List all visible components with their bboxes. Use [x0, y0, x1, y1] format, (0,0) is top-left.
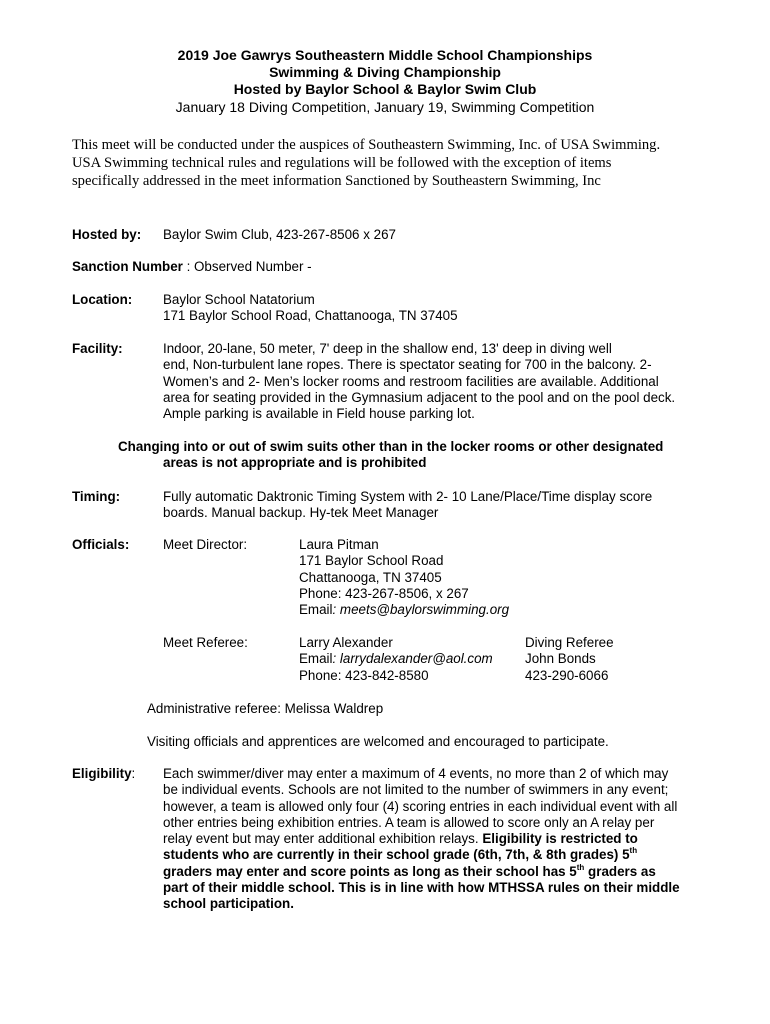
title-line-1: 2019 Joe Gawrys Southeastern Middle School Championships — [177, 47, 593, 63]
facility-value — [163, 341, 675, 422]
facility-line: area for seating provided in the Gymnasium adjacent to the pool and on the pool deck. — [163, 389, 676, 405]
timing-line: Fully automatic Daktronic Timing System with 2- 10 Lane/Place/Time display score — [163, 489, 653, 504]
eligibility-line: however, a team is allowed only four (4) scoring entries in each individual event with all — [163, 798, 678, 814]
facility-line: Indoor, 20-lane, 50 meter, 7' deep in the shallow end, 13' deep in diving well — [163, 341, 612, 356]
eligibility-line: other entries being exhibition entries. A team is allowed to score only an A relay per — [163, 814, 655, 830]
diving-referee-phone: 423-290-6066 — [525, 667, 609, 683]
eligibility-colon: : — [131, 766, 136, 781]
eligibility-grades: students who are currently in their school grade (6th, 7th, & 8th grades) 5 — [163, 847, 630, 863]
meet-director-name: Laura Pitman — [299, 537, 379, 552]
suit-warning-line: Changing into or out of swim suits other than in the locker rooms or other designated — [118, 439, 664, 454]
intro-line: USA Swimming technical rules and regulations will be followed with the exception of items — [72, 155, 612, 171]
suit-warning-line: areas is not appropriate and is prohibited — [163, 455, 427, 471]
timing-label: Timing: — [72, 489, 121, 504]
eligibility-fifth-graders: graders may enter and score points as long as their school has 5 — [163, 863, 577, 879]
location-line: Baylor School Natatorium — [163, 292, 315, 307]
meet-director-phone: Phone: 423-267-8506, x 267 — [299, 585, 469, 601]
meet-referee-role: Meet Referee: — [163, 635, 248, 650]
officials-label: Officials: — [72, 537, 130, 552]
eligibility-line-normal: relay event but may enter additional exhibition relays. — [163, 831, 483, 847]
timing-value — [163, 489, 652, 522]
meet-referee-email-row — [299, 651, 493, 667]
eligibility-line — [163, 831, 680, 847]
eligibility-line: Each swimmer/diver may enter a maximum of 4 events, no more than 2 of which may — [163, 766, 669, 781]
visiting-officials-note: Visiting officials and apprentices are welcomed and encouraged to participate. — [147, 734, 609, 749]
timing-line: boards. Manual backup. Hy-tek Meet Manager — [163, 505, 439, 521]
eligibility-line: school participation. — [163, 896, 294, 912]
eligibility-label — [72, 766, 135, 782]
meet-director-role: Meet Director: — [163, 537, 248, 552]
administrative-referee: Administrative referee: Melissa Waldrep — [147, 701, 384, 716]
eligibility-fifth-graders-end: graders as — [584, 863, 656, 879]
meet-director-contact — [299, 537, 509, 618]
meet-director-email[interactable]: : meets@baylorswimming.org — [332, 602, 510, 618]
sanction-label: Sanction Number — [72, 259, 183, 274]
eligibility-restriction-start: Eligibility is restricted to — [482, 831, 638, 847]
sanction-row — [72, 259, 312, 275]
meet-director-address: 171 Baylor School Road — [299, 553, 444, 569]
facility-line: Women’s and 2- Men’s locker rooms and restroom facilities are available. Additional — [163, 373, 659, 389]
hosted-label: Hosted by: — [72, 227, 142, 242]
eligibility-line — [163, 847, 680, 863]
intro-line: This meet will be conducted under the auspices of Southeastern Swimming, Inc. of USA Swimming. — [72, 137, 661, 153]
competition-dates: January 18 Diving Competition, January 19, Swimming Competition — [175, 99, 595, 115]
meet-director-city: Chattanooga, TN 37405 — [299, 569, 442, 585]
meet-referee-phone: Phone: 423-842-8580 — [299, 667, 429, 683]
superscript-th: th — [576, 862, 585, 872]
title-line-3: Hosted by Baylor School & Baylor Swim Club — [233, 81, 537, 97]
intro-line: specifically addressed in the meet information Sanctioned by Southeastern Swimming, Inc — [72, 173, 601, 189]
email-label: Email — [299, 602, 333, 618]
eligibility-line: be individual events. Schools are not limited to the number of swimmers in any event; — [163, 782, 669, 798]
location-value — [163, 292, 458, 325]
diving-referee-title: Diving Referee — [525, 635, 614, 650]
facility-label: Facility: — [72, 341, 123, 356]
eligibility-line: part of their middle school. This is in line with how MTHSSA rules on their middle — [163, 880, 680, 896]
superscript-th: th — [629, 846, 638, 856]
meet-referee-name: Larry Alexander — [299, 635, 393, 650]
facility-line: end, Non-turbulent lane ropes. There is spectator seating for 700 in the balcony. 2- — [163, 357, 652, 373]
title-line-2: Swimming & Diving Championship — [269, 64, 501, 80]
sanction-value: : Observed Number - — [182, 259, 312, 274]
location-label: Location: — [72, 292, 133, 307]
location-line: 171 Baylor School Road, Chattanooga, TN 37405 — [163, 308, 458, 324]
eligibility-text — [163, 766, 680, 913]
meet-director-email-row — [299, 602, 509, 618]
diving-referee-name: John Bonds — [525, 651, 596, 667]
eligibility-label-text: Eligibility — [72, 766, 132, 781]
suit-warning — [118, 439, 663, 472]
meet-referee-contact — [299, 635, 493, 684]
diving-referee-contact — [525, 635, 614, 684]
meet-referee-email[interactable]: : larrydalexander@aol.com — [332, 651, 493, 667]
email-label: Email — [299, 651, 333, 667]
facility-line: Ample parking is available in Field house parking lot. — [163, 406, 475, 422]
hosted-value: Baylor Swim Club, 423-267-8506 x 267 — [163, 227, 396, 242]
intro-paragraph — [72, 136, 712, 190]
eligibility-line — [163, 864, 680, 880]
